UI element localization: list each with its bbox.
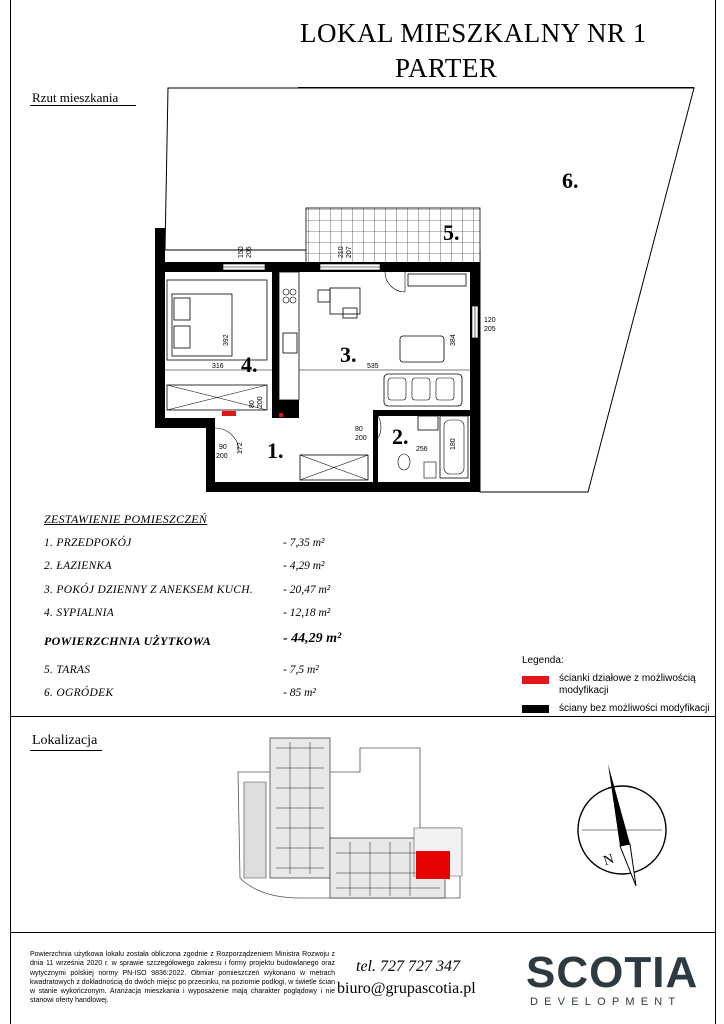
summary-row-value: - 20,47 m² bbox=[283, 584, 331, 596]
section-divider bbox=[10, 716, 715, 717]
compass-letter: N bbox=[601, 851, 617, 870]
legend-text: ściany bez możliwości modyfikacji bbox=[559, 703, 710, 714]
summary-extra-value: - 7,5 m² bbox=[283, 664, 319, 676]
legend-title: Legenda: bbox=[522, 655, 564, 666]
legend-swatch-red bbox=[522, 676, 549, 684]
dim-label: 256 bbox=[416, 446, 428, 453]
modifiable-wall bbox=[222, 411, 236, 416]
room-label-6: 6. bbox=[562, 168, 579, 193]
contact-email[interactable]: biuro@grupascotia.pl bbox=[337, 980, 476, 997]
page-title: LOKAL MIESZKALNY NR 1 bbox=[300, 18, 647, 48]
compass bbox=[570, 758, 680, 888]
dim-label: 80 bbox=[249, 400, 256, 408]
wall bbox=[155, 262, 480, 272]
dim-label: 200 bbox=[355, 435, 367, 442]
summary-row-name: 1. PRZEDPOKÓJ bbox=[44, 537, 132, 549]
dim-label: 535 bbox=[367, 363, 379, 370]
company-logo-subtitle: DEVELOPMENT bbox=[530, 996, 682, 1008]
dim-label: 180 bbox=[450, 438, 457, 450]
footnote: Powierzchnia użytkowa lokalu została obliczona zgodnie z Rozporządzeniem Ministra Rozwoju z dnia 11 września 2020 r. w sprawie szczegółowego zakresu i formy projektu budowlanego oraz wytycznymi polskiej normy PN-ISO 9836:2022. Obmiar pomieszczeń wykonano w metrach kwadratowych z dokładnością do dwóch miejsc po przecinku, na poziomie podłogi, w świetle ścian w stanie wykończonym. Aranżacja mieszkania i wyposażenie mają charakter poglądowy i nie stanowi oferty handlowej. bbox=[30, 951, 335, 1005]
dim-label: 205 bbox=[246, 246, 253, 258]
wall bbox=[206, 482, 480, 492]
legend-text: ścianki działowe z możliwością modyfikacji bbox=[559, 673, 696, 696]
dim-label: 316 bbox=[212, 363, 224, 370]
dim-label: 384 bbox=[450, 334, 457, 346]
summary-total-value: - 44,29 m² bbox=[283, 631, 342, 646]
summary-row-name: 3. POKÓJ DZIENNY Z ANEKSEM KUCH. bbox=[44, 584, 254, 596]
contact-phone[interactable]: tel. 727 727 347 bbox=[356, 958, 460, 975]
location-highlight bbox=[416, 851, 450, 879]
dim-label: 207 bbox=[346, 246, 353, 258]
dim-label: 200 bbox=[216, 453, 228, 460]
room-label-1: 1. bbox=[267, 438, 284, 463]
summary-extra-name: 6. OGRÓDEK bbox=[44, 687, 114, 699]
page-subtitle: PARTER bbox=[395, 53, 498, 83]
dim-label: 80 bbox=[355, 426, 363, 433]
summary-extra-value: - 85 m² bbox=[283, 687, 316, 699]
wall bbox=[373, 410, 470, 416]
garden-outline bbox=[165, 88, 694, 492]
summary-title: ZESTAWIENIE POMIESZCZEŃ bbox=[44, 512, 208, 526]
dim-label: 392 bbox=[223, 334, 230, 346]
summary-row-name: 2. ŁAZIENKA bbox=[44, 560, 112, 572]
wall bbox=[206, 418, 215, 492]
legend-swatch-black bbox=[522, 705, 549, 713]
room-label-3: 3. bbox=[340, 342, 357, 367]
room-label-2: 2. bbox=[392, 424, 409, 449]
modifiable-wall bbox=[279, 413, 283, 417]
wall bbox=[470, 262, 480, 492]
summary-total-name: POWIERZCHNIA UŻYTKOWA bbox=[44, 634, 212, 648]
dim-label: 120 bbox=[484, 317, 496, 324]
company-logo: SCOTIA bbox=[526, 948, 699, 997]
dim-label: 200 bbox=[257, 396, 264, 408]
summary-row-name: 4. SYPIALNIA bbox=[44, 607, 115, 619]
location-label-underline bbox=[30, 750, 102, 751]
room-label-5: 5. bbox=[443, 220, 460, 245]
location-label: Lokalizacja bbox=[32, 733, 98, 748]
wall bbox=[155, 228, 165, 428]
section-divider bbox=[10, 932, 715, 933]
dim-label: 90 bbox=[219, 444, 227, 451]
dim-label: 150 bbox=[238, 246, 245, 258]
room-label-4: 4. bbox=[241, 352, 258, 377]
summary-row-value: - 7,35 m² bbox=[283, 537, 325, 549]
summary-row-value: - 12,18 m² bbox=[283, 607, 331, 619]
plan-label: Rzut mieszkania bbox=[32, 90, 119, 105]
summary-row-value: - 4,29 m² bbox=[283, 560, 325, 572]
wall bbox=[272, 272, 279, 418]
dim-label: 205 bbox=[484, 326, 496, 333]
summary-extra-name: 5. TARAS bbox=[44, 664, 91, 676]
location-map bbox=[230, 728, 470, 918]
wall bbox=[373, 410, 378, 482]
dim-label: 172 bbox=[237, 442, 244, 454]
dim-label: 210 bbox=[338, 246, 345, 258]
compass-needle bbox=[608, 764, 630, 846]
